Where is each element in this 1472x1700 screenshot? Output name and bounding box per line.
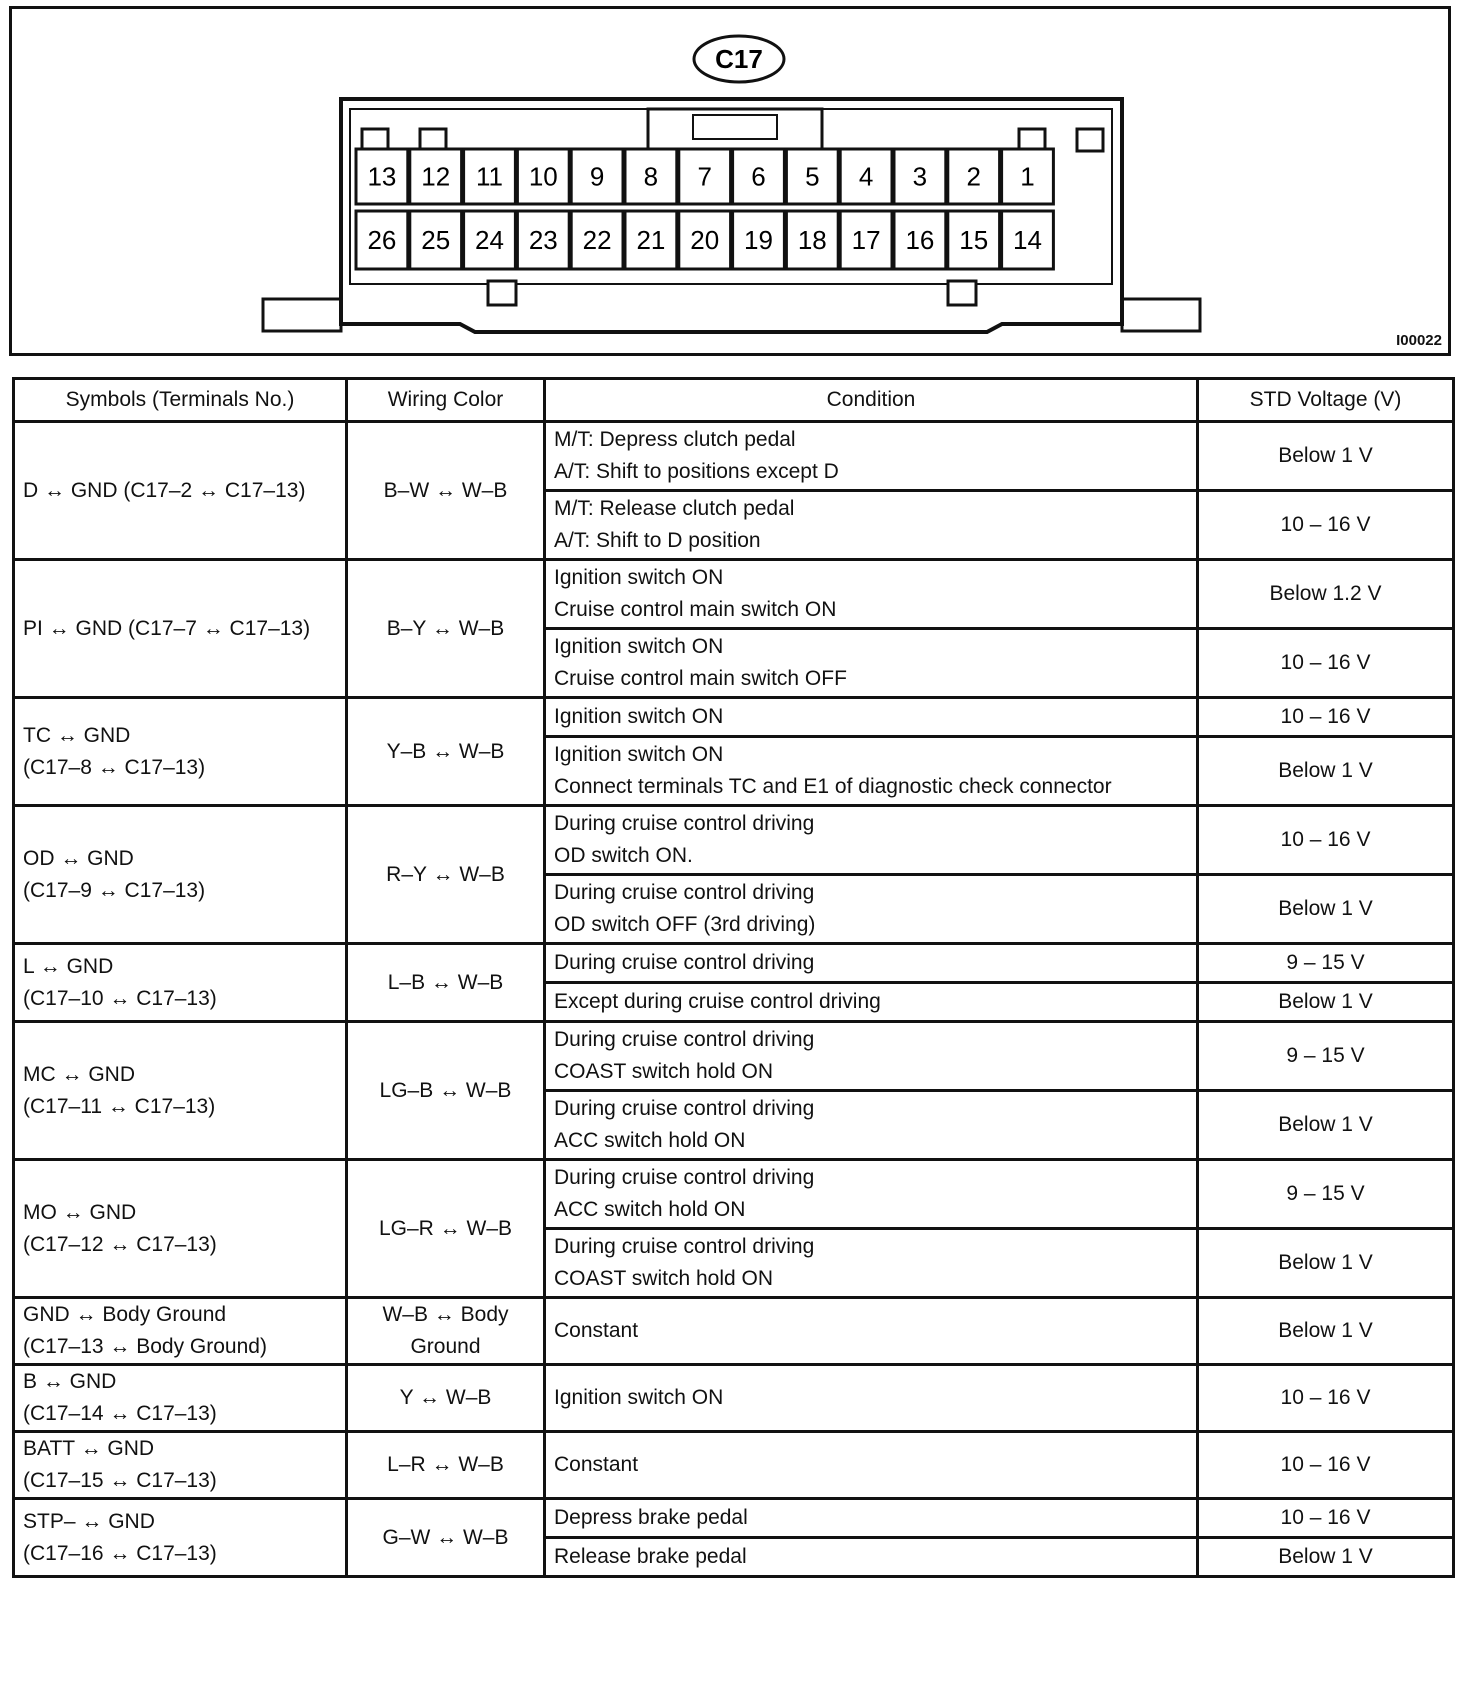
condition-cell [545,1229,1198,1298]
cell-text-line: L–R ↔ W–B [387,1453,504,1476]
pin-number: 12 [421,161,451,192]
pin-number: 8 [643,161,659,192]
pin-number: 6 [751,161,766,192]
pin-row-top [356,149,1053,204]
std-voltage-cell: 9 – 15 V [1198,1160,1454,1229]
std-voltage-cell: 10 – 16 V [1198,1432,1454,1499]
cell-text-line: OD switch ON. [554,844,693,867]
cell-text-line: (C17–15 ↔ C17–13) [23,1469,217,1492]
wiring-color-cell [347,698,545,806]
wiring-color-cell [347,1160,545,1298]
cell-text-line: B ↔ GND [23,1370,117,1393]
condition-cell [545,1160,1198,1229]
cell-text-line: M/T: Depress clutch pedal [554,428,796,451]
std-voltage-cell: Below 1 V [1198,1538,1454,1577]
cell-text-line: MO ↔ GND [23,1200,137,1224]
std-voltage-cell: Below 1 V [1198,1091,1454,1160]
condition-cell [545,1432,1198,1499]
condition-cell [545,875,1198,944]
std-voltage-cell: Below 1.2 V [1198,560,1454,629]
pin-number: 25 [421,225,451,255]
wiring-color-cell [347,1432,545,1499]
pin-number: 7 [697,161,712,192]
cell-text-line: During cruise control driving [554,1235,815,1258]
condition-cell [545,737,1198,806]
symbol-cell [14,422,347,560]
std-voltage-cell: Below 1 V [1198,737,1454,806]
cell-text-line: COAST switch hold ON [554,1267,774,1290]
std-voltage-cell: 10 – 16 V [1198,1365,1454,1432]
condition-cell [545,629,1198,698]
cell-text-line: Cruise control main switch OFF [554,667,847,690]
symbol-cell [14,806,347,944]
cell-text-line: Ignition switch ON [554,566,724,589]
wiring-color-cell [347,560,545,698]
cell-text-line: During cruise control driving [554,1028,815,1051]
condition-cell [545,422,1198,491]
bottom-key [488,281,516,305]
cell-text-line: During cruise control driving [554,951,815,974]
table-row [14,1160,1454,1229]
cell-text-line: Ignition switch ON [554,743,724,766]
std-voltage-cell: Below 1 V [1198,875,1454,944]
table-row [14,1499,1454,1538]
cell-text-line: (C17–8 ↔ C17–13) [23,755,206,779]
pin-number: 14 [1013,225,1042,255]
cell-text-line: MC ↔ GND [23,1062,135,1086]
cell-text-line: Release brake pedal [554,1545,747,1568]
cell-text-line: OD switch OFF (3rd driving) [554,913,816,936]
cell-text-line: L ↔ GND [23,954,114,978]
condition-cell [545,560,1198,629]
cell-text-line: STP– ↔ GND [23,1509,155,1533]
table-row [14,560,1454,629]
wiring-color-cell [347,422,545,560]
condition-cell [545,491,1198,560]
pin-number: 19 [744,225,773,255]
cell-text-line: G–W ↔ W–B [382,1525,509,1549]
cell-text-line: R–Y ↔ W–B [386,862,505,886]
cell-text-line: Constant [554,1319,639,1342]
cell-text-line: COAST switch hold ON [554,1060,774,1083]
symbol-cell [14,1432,347,1499]
pin-number: 18 [797,225,827,255]
symbol-cell [14,1499,347,1577]
condition-cell [545,1538,1198,1577]
pin-number: 22 [582,225,612,255]
condition-cell [545,1022,1198,1091]
header-symbols: Symbols (Terminals No.) [14,379,347,422]
std-voltage-cell: 10 – 16 V [1198,698,1454,737]
pin-number: 17 [851,225,881,255]
cell-text-line: B–Y ↔ W–B [386,616,505,640]
condition-cell [545,944,1198,983]
pin-row-bottom [356,211,1053,269]
wiring-color-cell [347,1298,545,1365]
connector-c17-drawing [12,9,1448,353]
pin-number: 16 [905,225,935,255]
key-notch [1077,129,1103,151]
pin-number: 21 [636,225,666,255]
pin-number: 23 [528,225,558,255]
cell-text-line: Depress brake pedal [554,1506,748,1529]
cell-text-line: (C17–10 ↔ C17–13) [23,986,217,1010]
table-body [14,422,1454,1577]
cell-text-line: ACC switch hold ON [554,1198,746,1221]
symbol-cell [14,1160,347,1298]
pin-number: 20 [690,225,720,255]
figure-id: I00022 [1396,332,1442,349]
cell-text-line: Ground [410,1335,481,1358]
cell-text-line: (C17–16 ↔ C17–13) [23,1541,217,1565]
connector-diagram [9,6,1451,356]
cell-text-line: During cruise control driving [554,881,815,904]
connector-label: C17 [715,44,763,74]
pin-number: 13 [367,161,397,192]
std-voltage-cell: 10 – 16 V [1198,806,1454,875]
pin-number: 4 [858,161,874,192]
wiring-color-cell [347,1365,545,1432]
std-voltage-cell: 10 – 16 V [1198,1499,1454,1538]
cell-text-line: LG–B ↔ W–B [379,1078,512,1102]
cell-text-line: L–B ↔ W–B [387,970,504,994]
cell-text-line: Connect terminals TC and E1 of diagnostic check connector [554,775,1112,798]
table-row [14,1432,1454,1499]
condition-cell [545,1499,1198,1538]
std-voltage-cell: Below 1 V [1198,422,1454,491]
pin-number: 2 [966,161,981,192]
wiring-color-cell [347,944,545,1022]
cell-text-line: (C17–14 ↔ C17–13) [23,1402,217,1425]
cell-text-line: During cruise control driving [554,1166,815,1189]
cell-text-line: A/T: Shift to positions except D [554,460,839,483]
table-row [14,698,1454,737]
cell-text-line: A/T: Shift to D position [554,529,761,552]
cell-text-line: Ignition switch ON [554,635,724,658]
table-row [14,1298,1454,1365]
condition-cell [545,1091,1198,1160]
cell-text-line: (C17–9 ↔ C17–13) [23,878,206,902]
std-voltage-cell: Below 1 V [1198,983,1454,1022]
table-header-row [14,379,1454,422]
wiring-color-cell [347,1499,545,1577]
symbol-cell [14,1022,347,1160]
cell-text-line: ACC switch hold ON [554,1129,746,1152]
std-voltage-cell: Below 1 V [1198,1229,1454,1298]
cell-text-line: (C17–13 ↔ Body Ground) [23,1335,267,1358]
cell-text-line: B–W ↔ W–B [383,478,508,502]
cell-text-line: (C17–12 ↔ C17–13) [23,1232,217,1256]
cell-text-line: During cruise control driving [554,1097,815,1120]
cell-text-line: During cruise control driving [554,812,815,835]
cell-text-line: Y–B ↔ W–B [386,739,505,763]
voltage-spec-table [12,377,1455,1578]
cell-text-line: Cruise control main switch ON [554,598,837,621]
cell-text-line: OD ↔ GND [23,846,134,870]
cell-text-line: (C17–11 ↔ C17–13) [23,1094,216,1118]
pin-number: 15 [959,225,989,255]
connector-lock-latch [693,115,777,139]
header-std-voltage: STD Voltage (V) [1198,379,1454,422]
header-condition: Condition [545,379,1198,422]
cell-text-line: Ignition switch ON [554,1386,724,1409]
pin-number: 11 [476,161,503,192]
pin-number: 3 [912,161,928,192]
pin-number: 9 [589,161,605,192]
cell-text-line: Y ↔ W–B [399,1386,492,1409]
pin-number: 26 [367,225,397,255]
symbol-cell [14,944,347,1022]
cell-text-line: D ↔ GND (C17–2 ↔ C17–13) [23,478,306,502]
right-mounting-tab [1122,299,1200,331]
wiring-color-cell [347,1022,545,1160]
pin-number: 1 [1020,161,1035,192]
symbol-cell [14,560,347,698]
symbol-cell [14,1365,347,1432]
table-row [14,1022,1454,1091]
pin-number: 10 [528,161,558,192]
cell-text-line: W–B ↔ Body [382,1303,509,1326]
table-row [14,944,1454,983]
condition-cell [545,983,1198,1022]
cell-text-line: TC ↔ GND [23,723,131,747]
std-voltage-cell: Below 1 V [1198,1298,1454,1365]
cell-text-line: LG–R ↔ W–B [378,1216,513,1240]
cell-text-line: Except during cruise control driving [554,990,881,1013]
bottom-key [948,281,976,305]
cell-text-line: PI ↔ GND (C17–7 ↔ C17–13) [23,616,311,640]
table-row [14,422,1454,491]
symbol-cell [14,1298,347,1365]
pin-number: 5 [805,161,820,192]
cell-text-line: GND ↔ Body Ground [23,1303,227,1326]
cell-text-line: BATT ↔ GND [23,1437,155,1460]
left-mounting-tab [263,299,341,331]
condition-cell [545,698,1198,737]
symbol-cell [14,698,347,806]
cell-text-line: Ignition switch ON [554,705,724,728]
header-wiring-color: Wiring Color [347,379,545,422]
condition-cell [545,1298,1198,1365]
condition-cell [545,1365,1198,1432]
condition-cell [545,806,1198,875]
table-row [14,806,1454,875]
wiring-color-cell [347,806,545,944]
std-voltage-cell: 9 – 15 V [1198,944,1454,983]
table-row [14,1365,1454,1432]
cell-text-line: Constant [554,1453,639,1476]
pin-number: 24 [475,225,504,255]
std-voltage-cell: 10 – 16 V [1198,629,1454,698]
std-voltage-cell: 9 – 15 V [1198,1022,1454,1091]
std-voltage-cell: 10 – 16 V [1198,491,1454,560]
cell-text-line: M/T: Release clutch pedal [554,497,795,520]
